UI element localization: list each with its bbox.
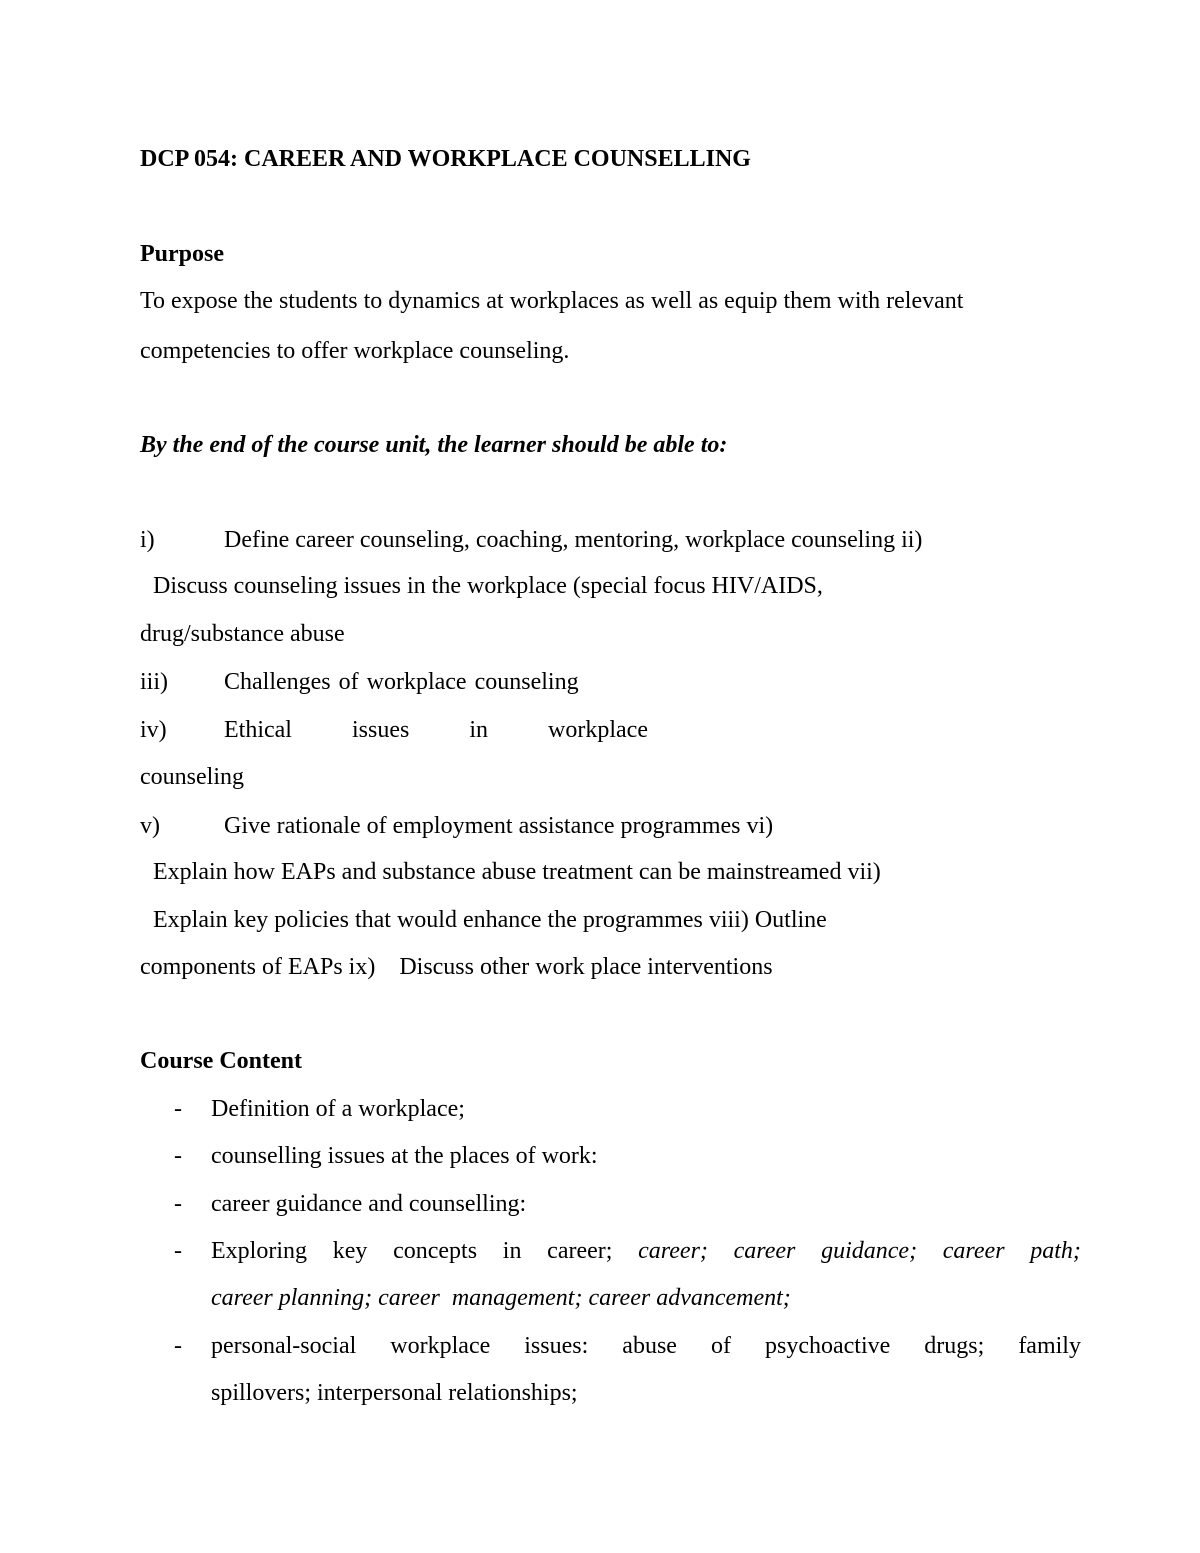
purpose-line-2: competencies to offer workplace counseling. xyxy=(140,338,570,364)
item4-word: Exploring xyxy=(211,1238,307,1264)
item4-word: concepts xyxy=(393,1238,478,1264)
purpose-heading: Purpose xyxy=(140,241,224,267)
objective-text-viii-ix: components of EAPs ix) Discuss other work place interventions xyxy=(140,954,773,980)
course-content-heading: Course Content xyxy=(140,1048,302,1074)
objective-text-vi: Explain how EAPs and substance abuse treatment can be mainstreamed vii) xyxy=(153,859,881,885)
item5-word: issues: xyxy=(524,1333,589,1359)
course-item-1: Definition of a workplace; xyxy=(211,1096,465,1122)
objective-number-i: i) xyxy=(140,527,155,553)
item4-word: in xyxy=(502,1238,522,1264)
objectives-intro: By the end of the course unit, the learner should be able to: xyxy=(140,432,728,458)
objective-text-ii: Discuss counseling issues in the workplace (special focus HIV/AIDS, xyxy=(153,573,823,599)
item5-word: abuse xyxy=(622,1333,677,1359)
item4-word: key xyxy=(332,1238,368,1264)
item4-italic-word: career xyxy=(733,1238,796,1264)
course-item-4 xyxy=(211,1239,1081,1263)
item5-word: personal-social xyxy=(211,1333,357,1359)
item5-word: of xyxy=(710,1333,731,1359)
objective-text-i: Define career counseling, coaching, mentoring, workplace counseling ii) xyxy=(224,527,923,553)
course-item-2: counselling issues at the places of work: xyxy=(211,1143,598,1169)
course-title: DCP 054: CAREER AND WORKPLACE COUNSELLING xyxy=(140,146,751,172)
objective-iv-word: workplace xyxy=(548,717,648,743)
course-item-4-line-2: career planning; career management; career advancement; xyxy=(211,1285,791,1311)
objective-number-iv: iv) xyxy=(140,717,167,743)
item5-word: psychoactive xyxy=(764,1333,891,1359)
bullet-dash: - xyxy=(174,1333,182,1359)
bullet-dash: - xyxy=(174,1191,182,1217)
course-item-5 xyxy=(211,1334,1081,1358)
objective-text-v: Give rationale of employment assistance programmes vi) xyxy=(224,813,774,839)
purpose-line-1: To expose the students to dynamics at workplaces as well as equip them with relevant xyxy=(140,288,964,314)
objective-text-ii-cont: drug/substance abuse xyxy=(140,621,345,647)
item4-italic-word: guidance; xyxy=(821,1238,918,1264)
objective-text-iv xyxy=(224,718,648,742)
objective-number-iii: iii) xyxy=(140,669,168,695)
objective-iv-word: Ethical xyxy=(224,717,292,743)
objective-iv-word: issues xyxy=(351,717,410,743)
course-item-5-line-2: spillovers; interpersonal relationships; xyxy=(211,1380,578,1406)
bullet-dash: - xyxy=(174,1143,182,1169)
bullet-dash: - xyxy=(174,1238,182,1264)
objective-text-iv-cont: counseling xyxy=(140,764,244,790)
bullet-dash: - xyxy=(174,1096,182,1122)
item4-italic-word: career xyxy=(942,1238,1005,1264)
objective-number-v: v) xyxy=(140,813,160,839)
objective-text-iii: Challenges of workplace counseling xyxy=(224,669,579,695)
item5-word: family xyxy=(1018,1333,1081,1359)
item4-italic-word: path; xyxy=(1030,1238,1081,1264)
item5-word: drugs; xyxy=(924,1333,985,1359)
item5-word: workplace xyxy=(390,1333,491,1359)
item4-word: career; xyxy=(547,1238,613,1264)
item4-italic-word: career; xyxy=(638,1238,708,1264)
objective-iv-word: in xyxy=(469,717,489,743)
objective-text-vii: Explain key policies that would enhance the programmes viii) Outline xyxy=(153,907,827,933)
course-item-3: career guidance and counselling: xyxy=(211,1191,527,1217)
